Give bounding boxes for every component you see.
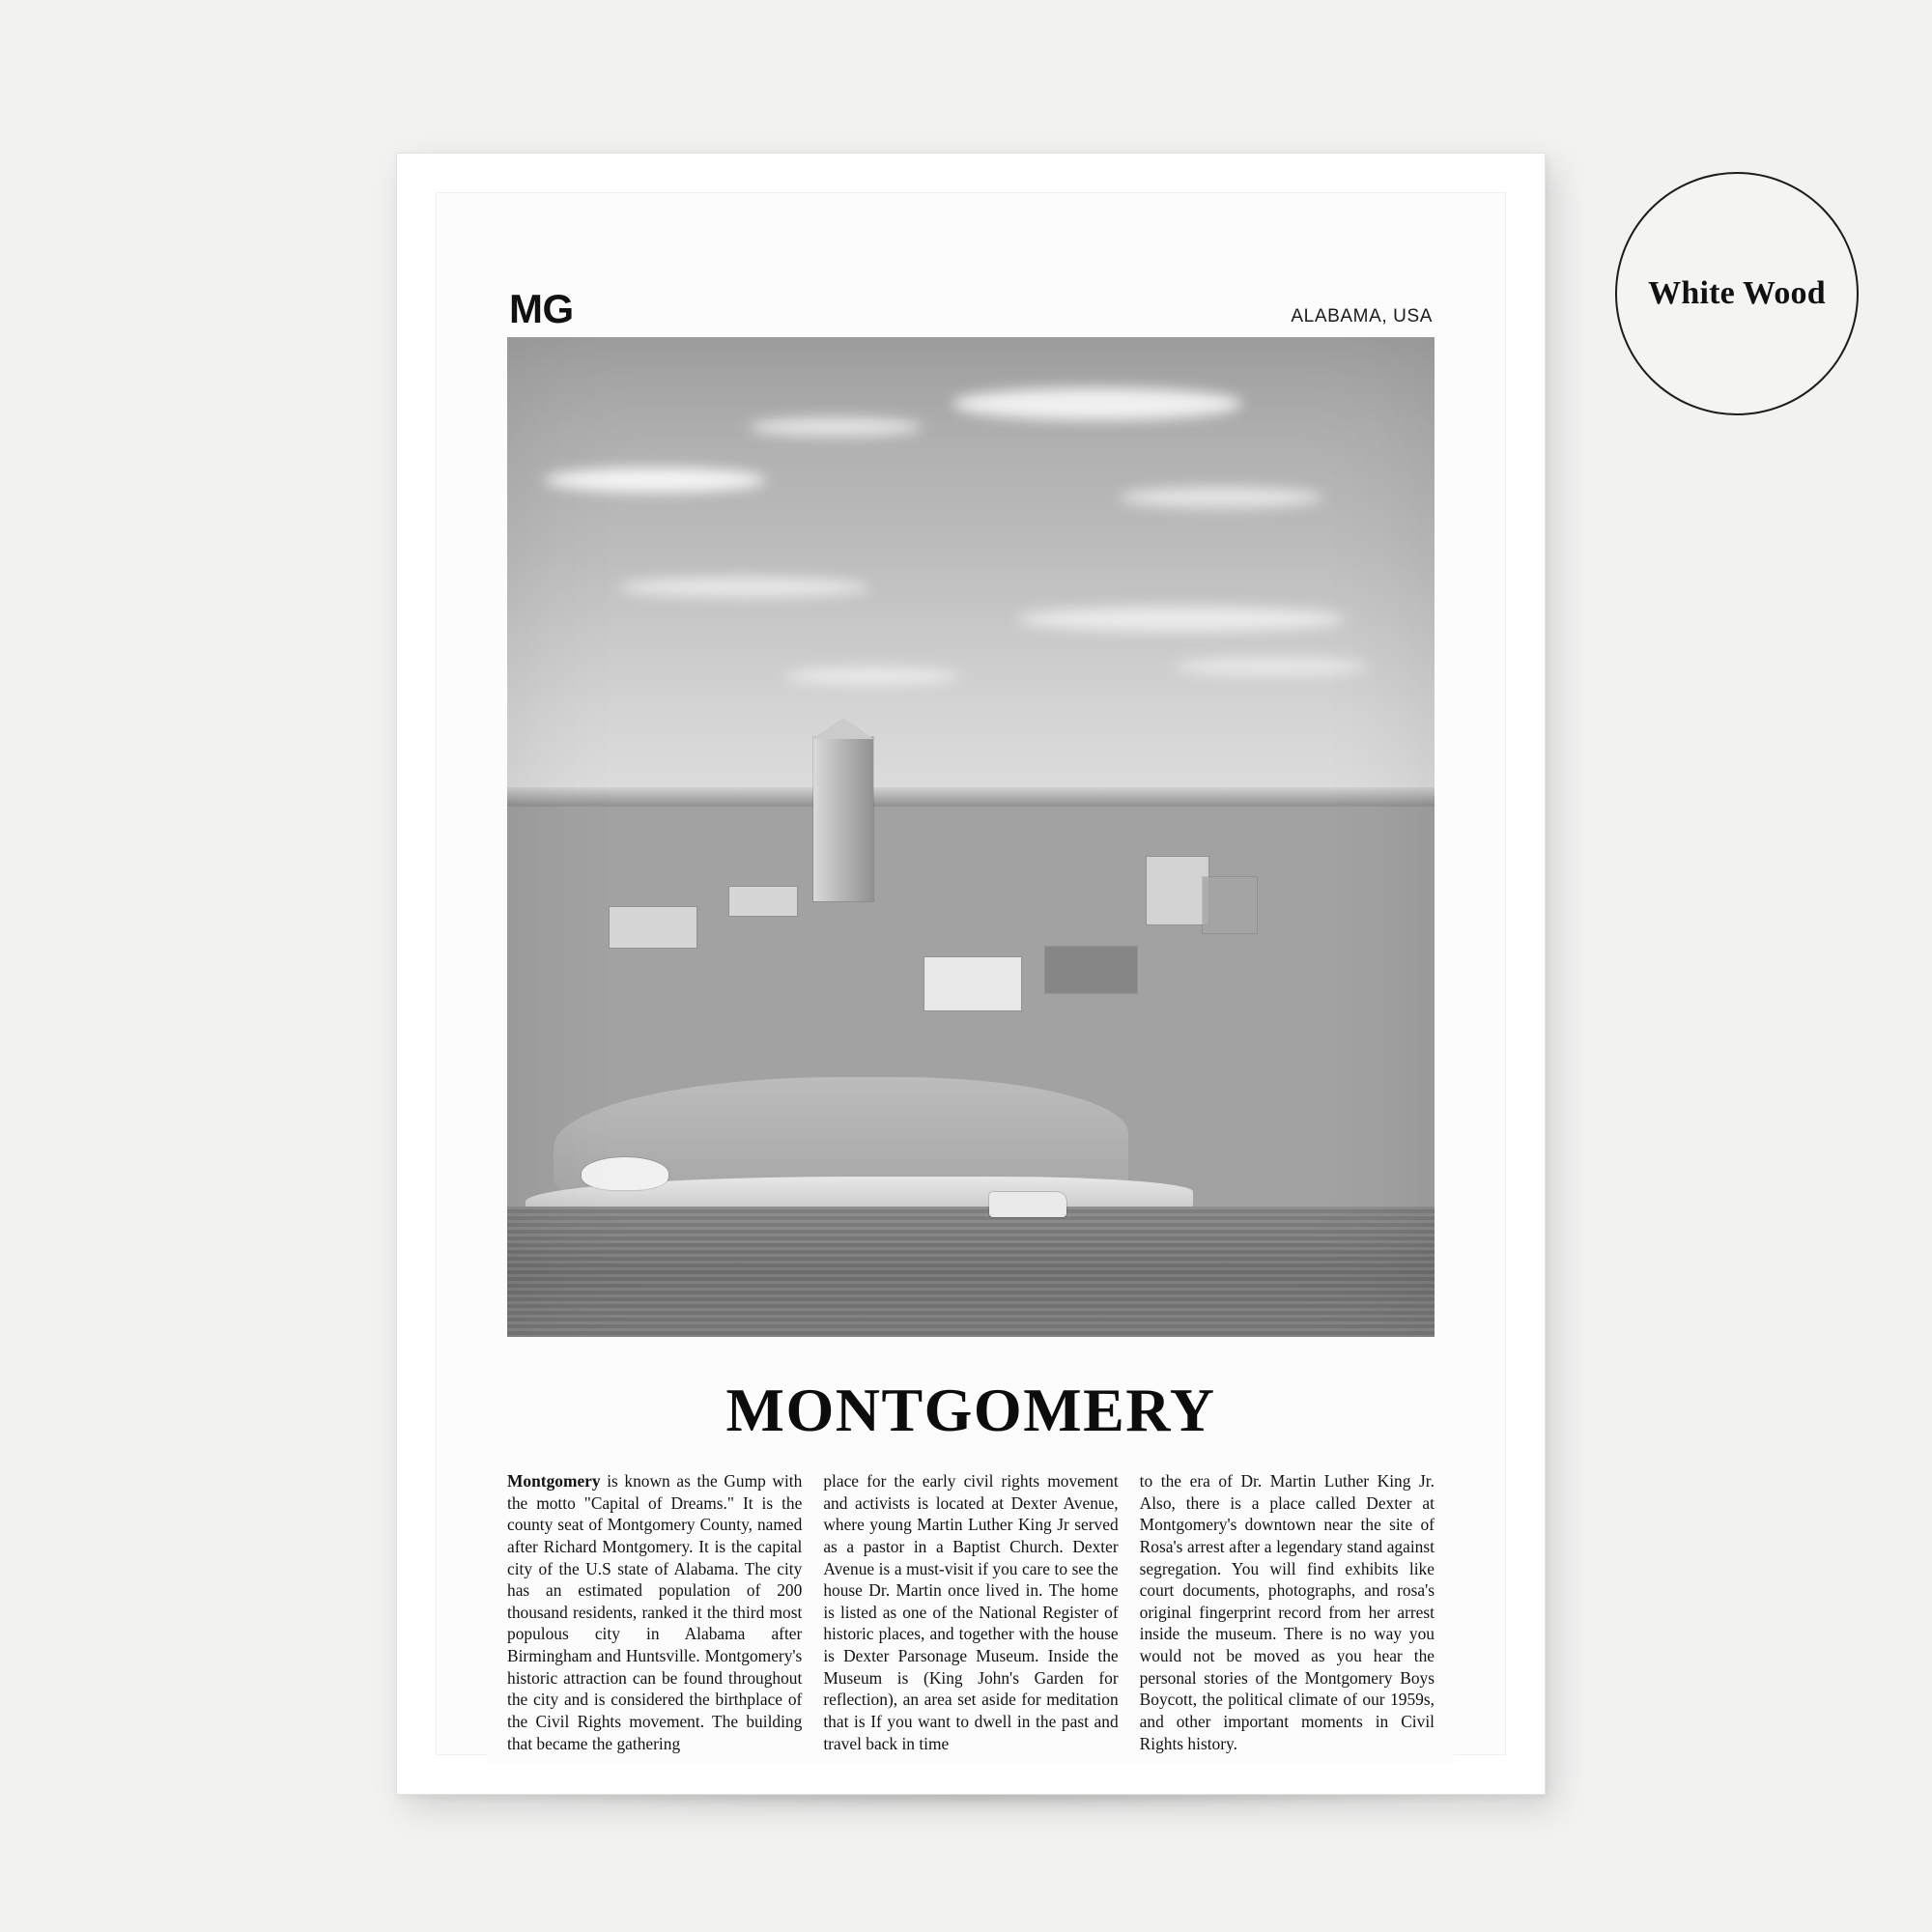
poster	[488, 286, 1454, 1764]
poster-header	[507, 286, 1435, 337]
material-badge	[1615, 172, 1859, 415]
poster-region: ALABAMA, USA	[1291, 306, 1433, 327]
poster-photo	[507, 337, 1435, 1337]
poster-body	[507, 1470, 1435, 1764]
poster-column-2	[823, 1470, 1118, 1754]
photo-vignette	[507, 337, 1435, 1337]
frame-mat	[436, 192, 1506, 1755]
poster-lead-word: Montgomery	[507, 1471, 601, 1491]
poster-column-text: is known as the Gump with the motto "Capital of Dreams." It is the county seat of Montgomery County, named after Richard Montgomery. It is the capital city of the U.S state of Alabama. The city has an estimated population of 200 thousand residents, ranked it the third most populous city in Alabama after Birmingham and Huntsville. Montgomery's historic attraction can be found throughout the city and is considered the birthplace of the Civil Rights movement. The building that became the gathering	[507, 1471, 803, 1753]
picture-frame	[396, 153, 1546, 1795]
poster-column-text: place for the early civil rights movement and activists is located at Dexter Avenue, where young Martin Luther King Jr served as a pastor in a Baptist Church. Dexter Avenue is a must-visit if you care to see the house Dr. Martin once lived in. The home is listed as one of the National Register of historic places, and together with the house is Dexter Parsonage Museum. Inside the Museum is (King John's Garden for reflection), an area set aside for meditation that is If you want to dwell in the past and travel back in time	[823, 1471, 1119, 1753]
poster-title: MONTGOMERY	[725, 1376, 1216, 1444]
poster-column-text: to the era of Dr. Martin Luther King Jr. Also, there is a place called Dexter at Montgomery's downtown near the site of Rosa's arrest after a legendary stand against segregation. You will find exhibits like court documents, photographs, and rosa's original fingerprint record from her arrest inside the museum. There is no way you would not be moved as you hear the personal stories of the Montgomery Boys Boycott, the political climate of our 1959s, and other important moments in Civil Rights history.	[1139, 1471, 1435, 1753]
poster-code: MG	[509, 286, 574, 331]
poster-column-1	[507, 1470, 802, 1754]
poster-column-3	[1140, 1470, 1435, 1754]
material-badge-label: White Wood	[1648, 275, 1826, 311]
